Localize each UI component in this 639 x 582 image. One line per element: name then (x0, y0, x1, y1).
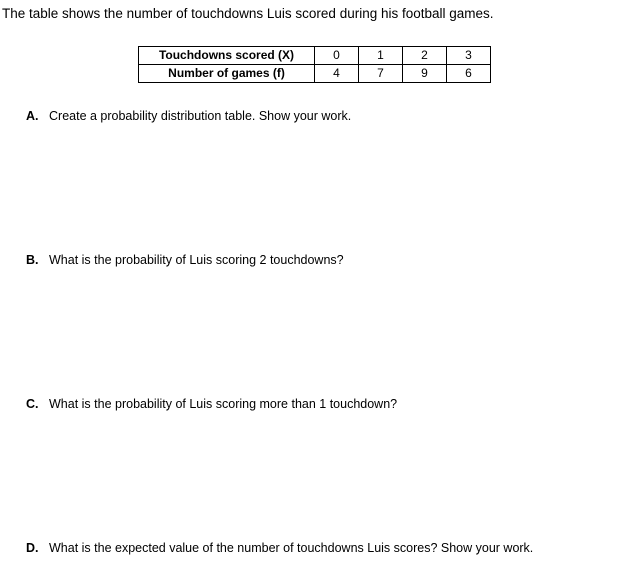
question-b (26, 253, 344, 267)
touchdowns-header: Touchdowns scored (X) (139, 47, 315, 65)
question-d (26, 541, 533, 555)
question-letter: C. (26, 397, 39, 411)
f-value-cell: 6 (447, 65, 491, 83)
x-value-cell: 0 (315, 47, 359, 65)
f-value-cell: 7 (359, 65, 403, 83)
question-text: What is the probability of Luis scoring 2 touchdowns? (49, 253, 344, 267)
question-letter: A. (26, 109, 39, 123)
f-value-cell: 4 (315, 65, 359, 83)
x-value-cell: 2 (403, 47, 447, 65)
question-c (26, 397, 397, 411)
question-letter: B. (26, 253, 39, 267)
games-row (139, 65, 491, 83)
question-text: What is the probability of Luis scoring more than 1 touchdown? (49, 397, 398, 411)
question-letter: D. (26, 541, 39, 555)
games-header: Number of games (f) (139, 65, 315, 83)
f-value-cell: 9 (403, 65, 447, 83)
question-text: Create a probability distribution table. Show your work. (49, 109, 352, 123)
touchdowns-row (139, 47, 491, 65)
frequency-table (138, 46, 491, 83)
x-value-cell: 1 (359, 47, 403, 65)
x-value-cell: 3 (447, 47, 491, 65)
question-a (26, 109, 351, 123)
question-text: What is the expected value of the number of touchdowns Luis scores? Show your work. (49, 541, 534, 555)
intro-text: The table shows the number of touchdowns Luis scored during his football games. (2, 6, 494, 21)
